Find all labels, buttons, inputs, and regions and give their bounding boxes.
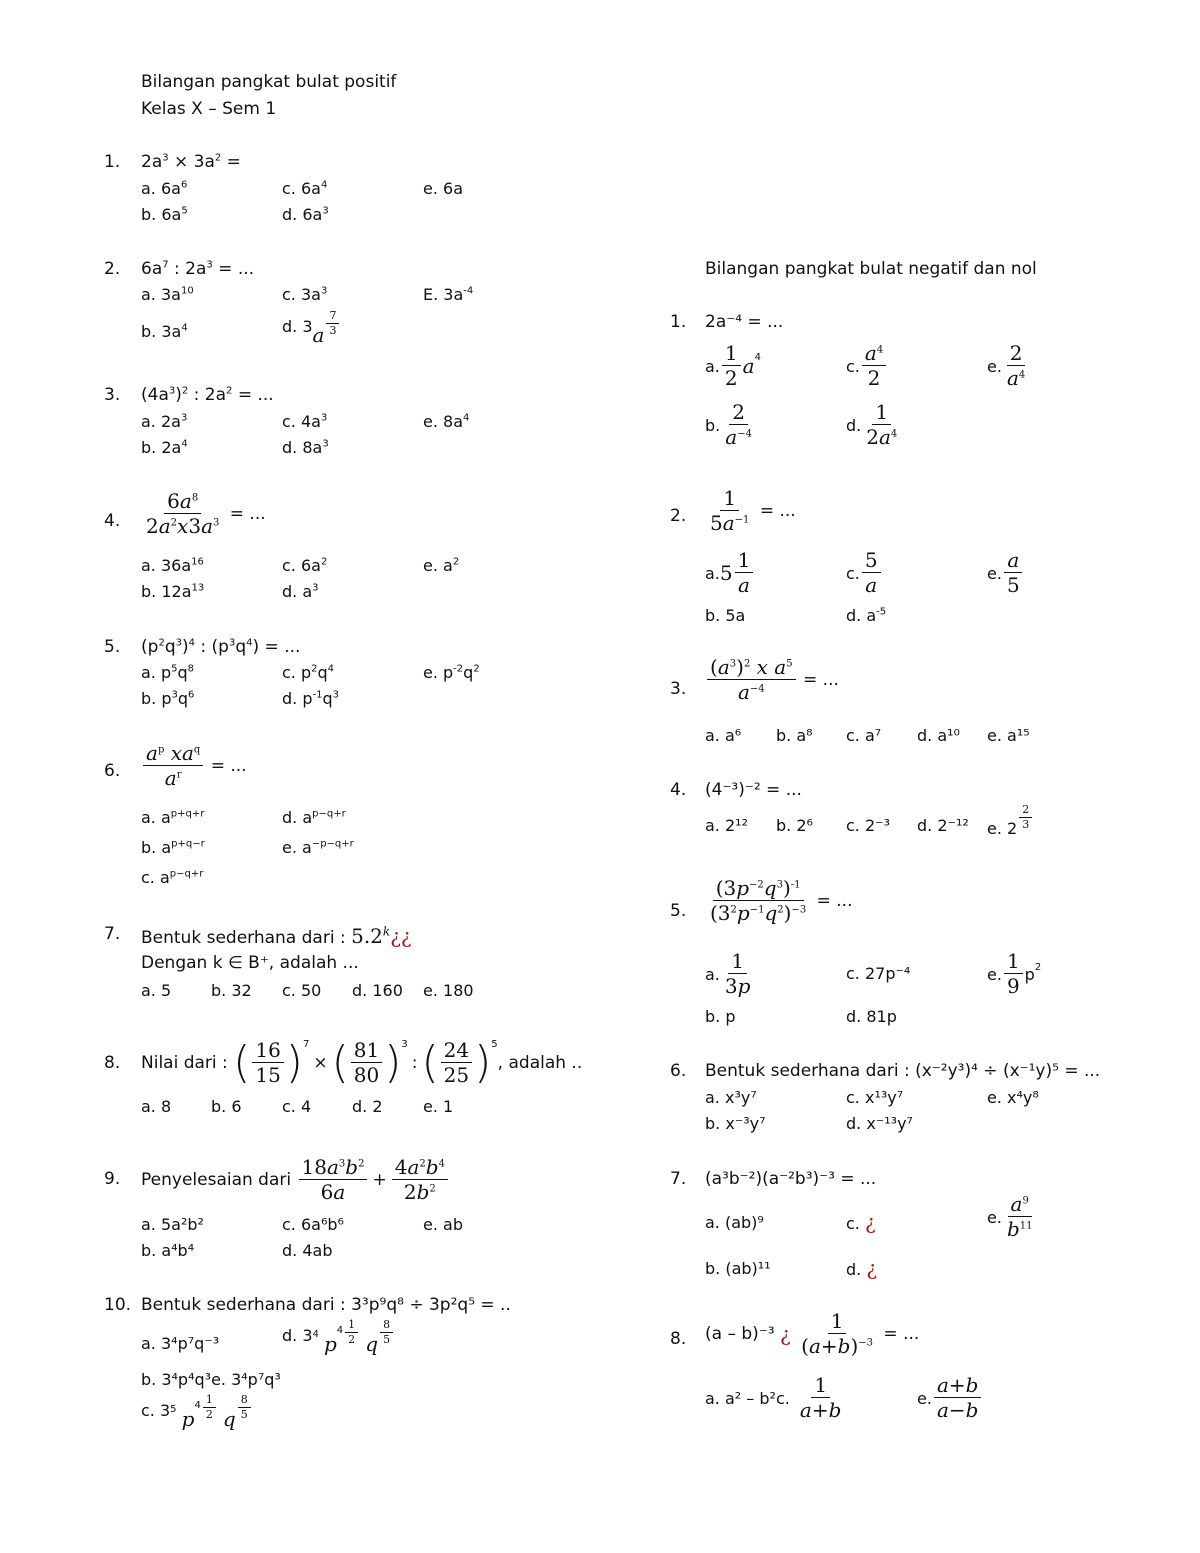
option-e[interactable]: e. 2 $\frac{2}{3}$ [987,806,1034,834]
section-title: Bilangan pangkat bulat negatif dan nol [705,259,1037,279]
option-b[interactable]: b. a⁴b⁴ [141,1241,195,1260]
option-b[interactable]: b. a⁸ [776,726,813,745]
option-d[interactable]: d. 2 [352,1097,383,1116]
option-c[interactable]: c. $6a^4$ [282,179,328,198]
option-c[interactable]: c. $6a^2$ [282,556,328,575]
option-a[interactable]: a. $p^5q^8$ [141,663,195,682]
question-text: Bentuk sederhana dari : 3³p⁹q⁸ ÷ 3p²q⁵ = .. [141,1295,511,1315]
option-c[interactable]: c. 50 [282,981,322,1000]
option-e[interactable]: e. 180 [423,981,474,1000]
option-c[interactable]: c. 2⁻³ [846,816,891,835]
option-a[interactable]: a. (ab)⁹ [705,1213,764,1232]
option-c[interactable]: c. $p^2q^4$ [282,663,335,682]
question-number: 5. [670,901,687,921]
option-b[interactable]: b. p [705,1007,736,1026]
question-number: 10. [104,1295,132,1315]
option-d[interactable]: d. $p^{-1}q^3$ [282,689,339,708]
option-c[interactable]: c. $\frac{5}{a}$ [846,549,883,597]
option-d[interactable]: d. 4ab [282,1241,333,1260]
option-b[interactable]: b. $\frac{2}{a^{-4}}$ [705,400,752,449]
question-number: 1. [670,312,687,332]
option-c[interactable]: c. $3a^3$ [282,285,328,304]
question-expression: $(4a^3)^2$ : $2a^2$ = ... [141,385,274,405]
option-a[interactable]: a. 5 $\frac{1}{a}$ [705,549,755,597]
option-a[interactable]: a. $\frac{1}{2}$ a $^4$ [705,341,761,390]
option-c[interactable]: c. $a^{p-q+r}$ [141,868,204,887]
question-expression: Nilai dari : ( $\frac{16}{15}$ ) $^7$ × ( $\frac{81}{80}$ ) $^3$ : ( $\frac{24}{25}$ ) $^5$ , adalah .. [141,1037,583,1088]
option-e[interactable]: e. $\frac{a^9}{b^{11}}$ [987,1192,1033,1241]
question-number: 8. [104,1053,121,1073]
option-d[interactable]: d. $\frac{1}{2a^4}$ [846,400,898,449]
option-c[interactable]: c. x¹³y⁷ [846,1088,904,1107]
question-text: Bentuk sederhana dari : 5.2$^k$¿¿ [141,924,412,948]
option-d[interactable]: d. $a^{-5}$ [846,606,887,625]
option-b[interactable]: b. $a^{p+q-r}$ [141,838,205,857]
question-text: 2a⁻⁴ = ... [705,312,784,332]
option-a[interactable]: a. $3a^{10}$ [141,285,194,304]
option-c[interactable]: c. a⁷ [846,726,882,745]
question-number: 5. [104,637,121,657]
question-number: 3. [104,385,121,405]
option-e[interactable]: e. x⁴y⁸ [987,1088,1039,1107]
option-a[interactable]: a. a² – b²c. $\frac{1}{a+b}$ [705,1373,842,1422]
option-a[interactable]: a. $a^{p+q+r}$ [141,808,205,827]
option-e[interactable]: e. 1 [423,1097,454,1116]
option-e[interactable]: e. $a^2$ [423,556,460,575]
question-number: 2. [670,506,687,526]
option-e[interactable]: e. $a^{-p-q+r}$ [282,838,354,857]
option-d[interactable]: d. $a^{p-q+r}$ [282,808,346,827]
question-number: 6. [104,761,121,781]
option-b[interactable]: b. 32 [211,981,252,1000]
option-e[interactable]: e. $\frac{2}{a^4}$ [987,341,1026,390]
question-text: Bentuk sederhana dari : (x⁻²y³)⁴ ÷ (x⁻¹y)⁵ = ... [705,1061,1101,1081]
question-number: 7. [670,1169,687,1189]
question-number: 4. [104,511,121,531]
option-a[interactable]: a. 5a²b² [141,1215,204,1234]
option-e[interactable]: E. $3a^{-4}$ [423,285,474,304]
option-c[interactable]: c. 4 [282,1097,312,1116]
option-e[interactable]: e. ab [423,1215,463,1234]
option-d[interactable]: d. 2⁻¹² [917,816,969,835]
option-b[interactable]: b. x⁻³y⁷ [705,1114,766,1133]
option-c[interactable]: c. $\frac{a^4}{2}$ [846,342,888,390]
option-d[interactable]: d. $6a^3$ [282,205,329,224]
option-d[interactable]: d. $3^4$ $p^4$ $\frac{1}{2}$ q $\frac{8}{5}$ [282,1322,395,1350]
question-expression: (a – b)⁻³ ¿ $\frac{1}{(a+b)^{-3}}$ = ... [705,1309,920,1358]
option-e[interactable]: e. $\frac{a}{5}$ [987,549,1025,597]
page-title: Bilangan pangkat bulat positif [141,72,397,92]
question-expression: $\frac{6a^8}{2a^2x3a^3}$ = ... [146,489,266,538]
option-a[interactable]: a. 5 [141,981,172,1000]
option-e[interactable]: e. 6a [423,179,463,198]
option-d[interactable]: d. $a^3$ [282,582,319,601]
question-number: 9. [104,1169,121,1189]
option-b[interactable]: b. 2⁶ [776,816,813,835]
question-number: 3. [670,679,687,699]
question-expression: $\frac{(a^3)^2 x a^5}{a^{-4}}$ = ... [705,656,839,704]
option-e[interactable]: e. $\frac{a+b}{a-b}$ [917,1374,983,1422]
question-expression: $\frac{a^p xa^q}{a^r}$ = ... [141,742,247,790]
option-b[interactable]: b. 3⁴p⁴q³e. 3⁴p⁷q³ [141,1370,281,1389]
question-number: 1. [104,152,121,172]
option-c[interactable]: c. 6a⁶b⁶ [282,1215,344,1234]
option-a[interactable]: a. x³y⁷ [705,1088,757,1107]
option-d[interactable]: d. 3a $\frac{7}{3}$ [282,313,341,341]
option-a[interactable]: a. $2a^3$ [141,412,188,431]
page-subtitle: Kelas X – Sem 1 [141,99,277,119]
option-d[interactable]: d. x⁻¹³y⁷ [846,1114,913,1133]
option-b[interactable]: b. 5a [705,606,746,625]
option-d[interactable]: d. 81p [846,1007,897,1026]
option-a[interactable]: a. 3⁴p⁷q⁻³ [141,1334,220,1353]
option-b[interactable]: b. $p^3q^6$ [141,689,195,708]
question-expression: $\frac{1}{5a^{-1}}$ = ... [710,486,796,535]
option-b[interactable]: b. $12a^{13}$ [141,582,205,601]
option-b[interactable]: b. $3a^4$ [141,322,188,341]
question-number: 8. [670,1329,687,1349]
option-a[interactable]: a. a⁶ [705,726,742,745]
question-text: (4⁻³)⁻² = ... [705,780,802,800]
option-c[interactable]: c. ¿ [846,1210,876,1234]
option-c[interactable]: c. $3^5$ $p^4$ $\frac{1}{2}$ q $\frac{8}{5}$ [141,1397,253,1425]
option-b[interactable]: b. $2a^4$ [141,438,188,457]
option-a[interactable]: a. 2¹² [705,816,748,835]
question-number: 4. [670,780,687,800]
option-b[interactable]: b. $6a^5$ [141,205,188,224]
question-expression: $(p^2q^3)^4$ : $(p^3q^4)$ = ... [141,637,301,657]
option-d[interactable]: d. $8a^3$ [282,438,329,457]
option-c[interactable]: c. 27p⁻⁴ [846,964,911,983]
option-a[interactable]: a. 8 [141,1097,172,1116]
option-d[interactable]: d. ¿ [846,1256,878,1280]
option-d[interactable]: d. a¹⁰ [917,726,960,745]
question-expression: Penyelesaian dari $\frac{18a^3b^2}{6a}$ + $\frac{4a^2b^4}{2b^2}$ [141,1150,450,1210]
option-d[interactable]: d. 160 [352,981,403,1000]
option-a[interactable]: a. $36a^{16}$ [141,556,204,575]
question-number: 2. [104,259,121,279]
option-e[interactable]: e. a¹⁵ [987,726,1030,745]
question-number: 7. [104,924,121,944]
question-number: 6. [670,1061,687,1081]
option-a[interactable]: a. $\frac{1}{3p}$ [705,949,751,998]
option-e[interactable]: e. $p^{-2}q^2$ [423,663,480,682]
question-expression: $2a^3 \times 3a^2$ = [141,152,241,172]
question-text: (a³b⁻²)(a⁻²b³)⁻³ = ... [705,1169,877,1189]
option-b[interactable]: b. (ab)¹¹ [705,1259,771,1278]
question-expression: $\frac{(3p^{-2}q^3)^{-1}}{(3^2p^{-1}q^2)^{-3}}$ = ... [710,876,853,925]
question-condition: Dengan k ∈ B⁺, adalah ... [141,953,359,973]
question-expression: $6a^7$ : $2a^3$ = ... [141,259,255,279]
option-e[interactable]: e. $\frac{1}{9}$ p $^2$ [987,949,1042,998]
option-c[interactable]: c. $4a^3$ [282,412,328,431]
option-b[interactable]: b. 6 [211,1097,242,1116]
option-a[interactable]: a. $6a^6$ [141,179,188,198]
option-e[interactable]: e. $8a^4$ [423,412,470,431]
